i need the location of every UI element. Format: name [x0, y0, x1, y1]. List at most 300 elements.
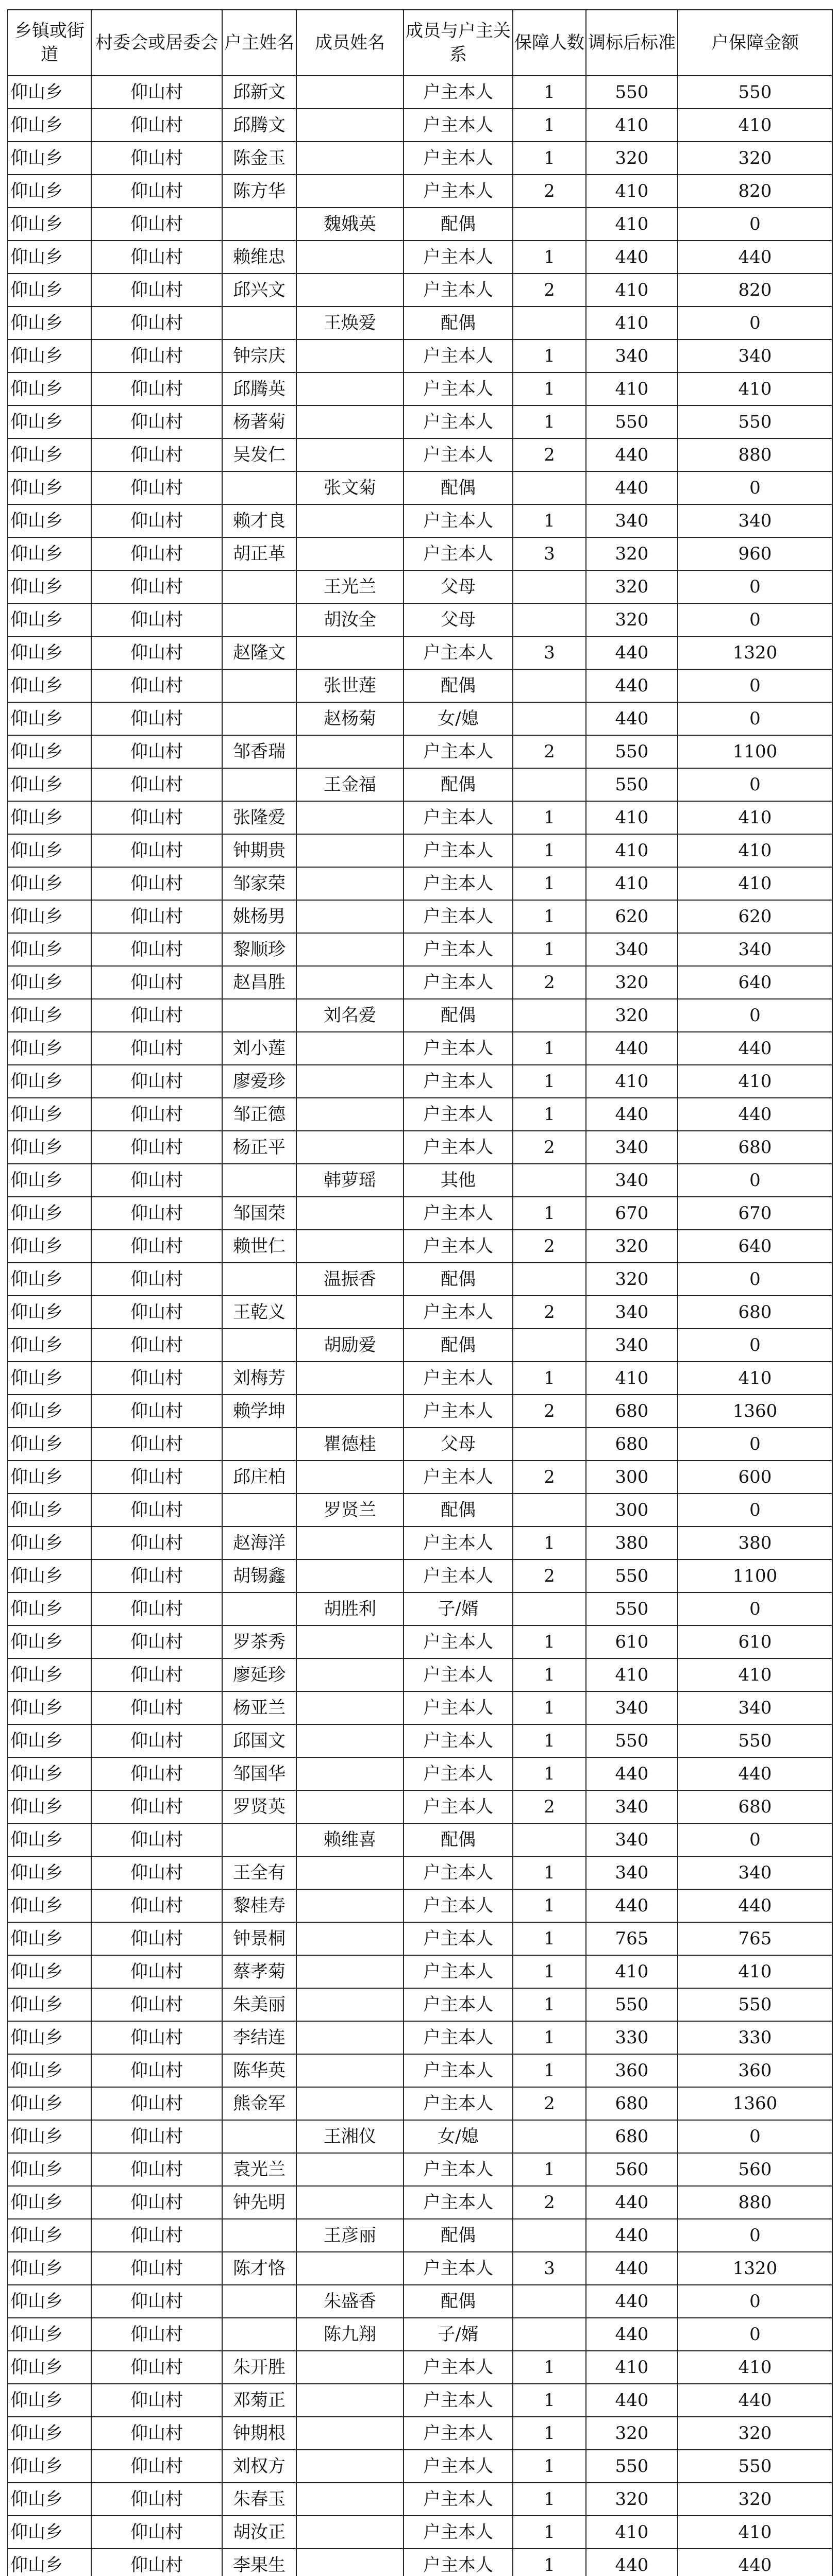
cell-covered-persons: 1: [513, 2450, 586, 2483]
cell-relationship: 户主本人: [404, 1757, 513, 1790]
cell-town: 仰山乡: [8, 1131, 91, 1164]
cell-household-amount: 0: [678, 1164, 832, 1197]
cell-town: 仰山乡: [8, 1098, 91, 1131]
cell-member-name: [296, 735, 404, 768]
cell-covered-persons: 2: [513, 1790, 586, 1823]
cell-relationship: 户主本人: [404, 1790, 513, 1823]
table-row: [8, 2219, 832, 2252]
cell-member-name: [296, 537, 404, 570]
cell-household-head: [222, 1494, 296, 1527]
cell-household-amount: 640: [678, 966, 832, 999]
cell-member-name: [296, 1625, 404, 1658]
cell-town: 仰山乡: [8, 1395, 91, 1428]
cell-covered-persons: [513, 471, 586, 504]
cell-covered-persons: 1: [513, 2516, 586, 2549]
cell-village: 仰山村: [91, 669, 222, 702]
cell-household-head: 王全有: [222, 1856, 296, 1889]
cell-town: 仰山乡: [8, 2318, 91, 2351]
cell-relationship: 户主本人: [404, 2483, 513, 2516]
cell-village: 仰山村: [91, 900, 222, 933]
cell-covered-persons: 1: [513, 1527, 586, 1560]
table-row: [8, 2087, 832, 2120]
cell-village: 仰山村: [91, 2087, 222, 2120]
cell-town: 仰山乡: [8, 669, 91, 702]
cell-adjusted-standard: 410: [586, 1658, 678, 1691]
cell-member-name: [296, 76, 404, 109]
cell-covered-persons: 3: [513, 537, 586, 570]
cell-covered-persons: 2: [513, 2087, 586, 2120]
cell-household-amount: 0: [678, 1329, 832, 1362]
cell-covered-persons: [513, 208, 586, 241]
cell-relationship: 户主本人: [404, 933, 513, 966]
cell-covered-persons: 1: [513, 2549, 586, 2576]
cell-town: 仰山乡: [8, 570, 91, 603]
cell-adjusted-standard: 550: [586, 1724, 678, 1757]
table-row: [8, 702, 832, 735]
cell-relationship: 配偶: [404, 768, 513, 801]
cell-household-head: [222, 1592, 296, 1625]
cell-household-head: 邹家荣: [222, 867, 296, 900]
cell-relationship: 户主本人: [404, 1296, 513, 1329]
cell-member-name: [296, 1065, 404, 1098]
cell-village: 仰山村: [91, 142, 222, 175]
cell-relationship: 户主本人: [404, 1032, 513, 1065]
table-row: [8, 2483, 832, 2516]
cell-relationship: 户主本人: [404, 1197, 513, 1230]
cell-town: 仰山乡: [8, 2549, 91, 2576]
cell-town: 仰山乡: [8, 1494, 91, 1527]
cell-relationship: 户主本人: [404, 1889, 513, 1922]
cell-covered-persons: 1: [513, 2021, 586, 2054]
cell-covered-persons: 1: [513, 1362, 586, 1395]
cell-adjusted-standard: 410: [586, 307, 678, 340]
cell-member-name: [296, 2417, 404, 2450]
cell-adjusted-standard: 550: [586, 405, 678, 438]
table-row: [8, 142, 832, 175]
cell-household-amount: 340: [678, 504, 832, 537]
cell-relationship: 户主本人: [404, 340, 513, 372]
cell-town: 仰山乡: [8, 768, 91, 801]
cell-village: 仰山村: [91, 2120, 222, 2153]
cell-household-head: 朱开胜: [222, 2351, 296, 2384]
cell-member-name: [296, 1757, 404, 1790]
cell-adjusted-standard: 340: [586, 1296, 678, 1329]
cell-household-amount: 1320: [678, 636, 832, 669]
cell-household-amount: 0: [678, 1494, 832, 1527]
cell-town: 仰山乡: [8, 1889, 91, 1922]
table-row: [8, 669, 832, 702]
cell-household-head: [222, 603, 296, 636]
cell-relationship: 户主本人: [404, 2087, 513, 2120]
cell-covered-persons: 1: [513, 1658, 586, 1691]
table-row: [8, 2153, 832, 2186]
cell-household-head: 赵隆文: [222, 636, 296, 669]
cell-household-head: [222, 2219, 296, 2252]
cell-household-amount: 670: [678, 1197, 832, 1230]
cell-household-head: 蔡孝菊: [222, 1955, 296, 1988]
cell-village: 仰山村: [91, 1527, 222, 1560]
cell-town: 仰山乡: [8, 208, 91, 241]
cell-household-head: 刘权方: [222, 2450, 296, 2483]
cell-village: 仰山村: [91, 768, 222, 801]
cell-adjusted-standard: 410: [586, 208, 678, 241]
cell-relationship: 户主本人: [404, 801, 513, 834]
cell-town: 仰山乡: [8, 1362, 91, 1395]
cell-member-name: [296, 801, 404, 834]
cell-town: 仰山乡: [8, 109, 91, 142]
cell-relationship: 户主本人: [404, 2252, 513, 2285]
cell-covered-persons: [513, 603, 586, 636]
cell-village: 仰山村: [91, 2483, 222, 2516]
cell-town: 仰山乡: [8, 801, 91, 834]
cell-relationship: 女/媳: [404, 702, 513, 735]
table-row: [8, 1757, 832, 1790]
cell-covered-persons: 1: [513, 241, 586, 274]
cell-town: 仰山乡: [8, 1296, 91, 1329]
cell-adjusted-standard: 410: [586, 834, 678, 867]
cell-covered-persons: 1: [513, 372, 586, 405]
table-row: [8, 900, 832, 933]
cell-covered-persons: 2: [513, 1395, 586, 1428]
table-row: [8, 867, 832, 900]
cell-covered-persons: [513, 999, 586, 1032]
cell-adjusted-standard: 440: [586, 471, 678, 504]
cell-household-head: [222, 1164, 296, 1197]
cell-household-head: 赖学坤: [222, 1395, 296, 1428]
cell-adjusted-standard: 550: [586, 76, 678, 109]
table-row: [8, 1494, 832, 1527]
cell-town: 仰山乡: [8, 2450, 91, 2483]
cell-member-name: [296, 2252, 404, 2285]
cell-covered-persons: 1: [513, 900, 586, 933]
table-row: [8, 1164, 832, 1197]
cell-adjusted-standard: 560: [586, 2153, 678, 2186]
cell-relationship: 户主本人: [404, 1560, 513, 1592]
cell-relationship: 户主本人: [404, 834, 513, 867]
cell-household-amount: 0: [678, 2318, 832, 2351]
cell-relationship: 户主本人: [404, 867, 513, 900]
cell-household-head: 邱庄柏: [222, 1461, 296, 1494]
cell-covered-persons: [513, 1823, 586, 1856]
cell-household-amount: 550: [678, 1988, 832, 2021]
table-row: [8, 1724, 832, 1757]
cell-household-head: 陈金玉: [222, 142, 296, 175]
cell-town: 仰山乡: [8, 1922, 91, 1955]
cell-town: 仰山乡: [8, 1757, 91, 1790]
cell-town: 仰山乡: [8, 175, 91, 208]
cell-town: 仰山乡: [8, 1164, 91, 1197]
cell-relationship: 户主本人: [404, 2021, 513, 2054]
cell-member-name: 赵杨菊: [296, 702, 404, 735]
cell-member-name: [296, 1691, 404, 1724]
table-row: [8, 735, 832, 768]
cell-covered-persons: 1: [513, 1197, 586, 1230]
cell-adjusted-standard: 440: [586, 438, 678, 471]
cell-town: 仰山乡: [8, 2120, 91, 2153]
cell-covered-persons: [513, 1592, 586, 1625]
cell-town: 仰山乡: [8, 537, 91, 570]
header-household-head: 户主姓名: [222, 10, 296, 76]
cell-relationship: 户主本人: [404, 1461, 513, 1494]
cell-village: 仰山村: [91, 2516, 222, 2549]
cell-covered-persons: [513, 1428, 586, 1461]
cell-household-amount: 610: [678, 1625, 832, 1658]
cell-covered-persons: 2: [513, 1461, 586, 1494]
cell-relationship: 户主本人: [404, 1395, 513, 1428]
cell-relationship: 户主本人: [404, 1131, 513, 1164]
cell-town: 仰山乡: [8, 2186, 91, 2219]
cell-household-amount: 1100: [678, 1560, 832, 1592]
cell-adjusted-standard: 340: [586, 1823, 678, 1856]
cell-household-amount: 1100: [678, 735, 832, 768]
cell-household-head: 陈华英: [222, 2054, 296, 2087]
cell-covered-persons: [513, 1329, 586, 1362]
cell-relationship: 配偶: [404, 471, 513, 504]
cell-member-name: [296, 2351, 404, 2384]
cell-adjusted-standard: 320: [586, 603, 678, 636]
cell-village: 仰山村: [91, 2186, 222, 2219]
cell-relationship: 户主本人: [404, 1098, 513, 1131]
header-adjusted-standard: 调标后标准: [586, 10, 678, 76]
cell-adjusted-standard: 410: [586, 1065, 678, 1098]
cell-relationship: 户主本人: [404, 1988, 513, 2021]
cell-town: 仰山乡: [8, 636, 91, 669]
cell-adjusted-standard: 380: [586, 1527, 678, 1560]
cell-relationship: 户主本人: [404, 142, 513, 175]
cell-village: 仰山村: [91, 2450, 222, 2483]
cell-relationship: 父母: [404, 603, 513, 636]
cell-relationship: 配偶: [404, 999, 513, 1032]
cell-household-amount: 0: [678, 1823, 832, 1856]
cell-household-head: 杨正平: [222, 1131, 296, 1164]
cell-adjusted-standard: 440: [586, 2186, 678, 2219]
cell-member-name: [296, 2021, 404, 2054]
cell-covered-persons: 1: [513, 2153, 586, 2186]
cell-village: 仰山村: [91, 1823, 222, 1856]
cell-household-head: 黎桂寿: [222, 1889, 296, 1922]
table-row: [8, 1131, 832, 1164]
cell-covered-persons: 1: [513, 2483, 586, 2516]
cell-adjusted-standard: 320: [586, 1230, 678, 1263]
cell-member-name: [296, 2483, 404, 2516]
cell-household-head: [222, 768, 296, 801]
header-member-name: 成员姓名: [296, 10, 404, 76]
cell-adjusted-standard: 440: [586, 1757, 678, 1790]
table-row: [8, 1527, 832, 1560]
cell-household-head: [222, 702, 296, 735]
cell-town: 仰山乡: [8, 438, 91, 471]
cell-household-amount: 410: [678, 834, 832, 867]
cell-household-head: 李果生: [222, 2549, 296, 2576]
cell-village: 仰山村: [91, 1625, 222, 1658]
cell-village: 仰山村: [91, 2384, 222, 2417]
cell-town: 仰山乡: [8, 1823, 91, 1856]
cell-village: 仰山村: [91, 537, 222, 570]
table-row: [8, 2186, 832, 2219]
cell-household-amount: 330: [678, 2021, 832, 2054]
cell-household-amount: 340: [678, 340, 832, 372]
cell-household-amount: 820: [678, 175, 832, 208]
cell-relationship: 配偶: [404, 1494, 513, 1527]
cell-adjusted-standard: 440: [586, 2285, 678, 2318]
cell-village: 仰山村: [91, 241, 222, 274]
cell-household-amount: 550: [678, 76, 832, 109]
cell-household-head: 钟宗庆: [222, 340, 296, 372]
cell-household-amount: 0: [678, 669, 832, 702]
cell-member-name: 王湘仪: [296, 2120, 404, 2153]
cell-household-amount: 0: [678, 570, 832, 603]
cell-household-amount: 0: [678, 208, 832, 241]
cell-household-amount: 440: [678, 1098, 832, 1131]
cell-town: 仰山乡: [8, 1724, 91, 1757]
cell-town: 仰山乡: [8, 1527, 91, 1560]
cell-relationship: 女/媳: [404, 2120, 513, 2153]
cell-relationship: 户主本人: [404, 2054, 513, 2087]
table-row: [8, 1428, 832, 1461]
table-row: [8, 274, 832, 307]
table-row: [8, 405, 832, 438]
cell-adjusted-standard: 410: [586, 175, 678, 208]
cell-adjusted-standard: 550: [586, 1592, 678, 1625]
cell-relationship: 户主本人: [404, 405, 513, 438]
cell-household-amount: 550: [678, 2450, 832, 2483]
cell-adjusted-standard: 440: [586, 669, 678, 702]
cell-household-head: [222, 669, 296, 702]
cell-household-head: 邹正德: [222, 1098, 296, 1131]
cell-relationship: 户主本人: [404, 1625, 513, 1658]
cell-village: 仰山村: [91, 1955, 222, 1988]
cell-member-name: 王彦丽: [296, 2219, 404, 2252]
cell-household-amount: 440: [678, 1032, 832, 1065]
cell-covered-persons: 2: [513, 274, 586, 307]
cell-village: 仰山村: [91, 438, 222, 471]
table-row: [8, 2021, 832, 2054]
cell-household-amount: 1360: [678, 1395, 832, 1428]
header-row: [8, 10, 832, 76]
table-row: [8, 570, 832, 603]
cell-relationship: 户主本人: [404, 966, 513, 999]
cell-household-amount: 410: [678, 867, 832, 900]
cell-member-name: 温振香: [296, 1263, 404, 1296]
cell-town: 仰山乡: [8, 340, 91, 372]
cell-relationship: 户主本人: [404, 241, 513, 274]
cell-household-amount: 680: [678, 1790, 832, 1823]
cell-member-name: [296, 933, 404, 966]
cell-village: 仰山村: [91, 1329, 222, 1362]
table-row: [8, 1790, 832, 1823]
cell-town: 仰山乡: [8, 1065, 91, 1098]
cell-household-head: 邱新文: [222, 76, 296, 109]
cell-household-amount: 0: [678, 1263, 832, 1296]
cell-household-head: 钟先明: [222, 2186, 296, 2219]
cell-town: 仰山乡: [8, 471, 91, 504]
cell-member-name: [296, 1790, 404, 1823]
cell-household-head: [222, 471, 296, 504]
cell-household-amount: 820: [678, 274, 832, 307]
cell-village: 仰山村: [91, 1065, 222, 1098]
cell-town: 仰山乡: [8, 1197, 91, 1230]
cell-village: 仰山村: [91, 274, 222, 307]
cell-member-name: [296, 1131, 404, 1164]
cell-adjusted-standard: 550: [586, 1988, 678, 2021]
cell-household-head: 张隆爱: [222, 801, 296, 834]
table-row: [8, 1461, 832, 1494]
cell-village: 仰山村: [91, 1461, 222, 1494]
header-covered-persons: 保障人数: [513, 10, 586, 76]
cell-adjusted-standard: 340: [586, 504, 678, 537]
cell-town: 仰山乡: [8, 702, 91, 735]
cell-village: 仰山村: [91, 735, 222, 768]
cell-relationship: 子/婿: [404, 2318, 513, 2351]
cell-relationship: 户主本人: [404, 2153, 513, 2186]
cell-member-name: 瞿德桂: [296, 1428, 404, 1461]
cell-adjusted-standard: 765: [586, 1922, 678, 1955]
cell-household-head: 朱美丽: [222, 1988, 296, 2021]
cell-village: 仰山村: [91, 1395, 222, 1428]
cell-covered-persons: [513, 1263, 586, 1296]
cell-household-head: [222, 2285, 296, 2318]
cell-covered-persons: 1: [513, 142, 586, 175]
cell-member-name: [296, 1197, 404, 1230]
cell-household-head: [222, 999, 296, 1032]
cell-covered-persons: [513, 2120, 586, 2153]
cell-covered-persons: 1: [513, 1098, 586, 1131]
cell-relationship: 户主本人: [404, 438, 513, 471]
table-row: [8, 1395, 832, 1428]
cell-adjusted-standard: 360: [586, 2054, 678, 2087]
cell-adjusted-standard: 340: [586, 1691, 678, 1724]
cell-household-amount: 320: [678, 142, 832, 175]
cell-adjusted-standard: 410: [586, 372, 678, 405]
cell-relationship: 配偶: [404, 1329, 513, 1362]
cell-household-head: 杨亚兰: [222, 1691, 296, 1724]
cell-adjusted-standard: 550: [586, 2450, 678, 2483]
cell-member-name: 张世莲: [296, 669, 404, 702]
cell-household-head: [222, 1329, 296, 1362]
cell-village: 仰山村: [91, 1691, 222, 1724]
cell-household-head: 赖维忠: [222, 241, 296, 274]
cell-town: 仰山乡: [8, 405, 91, 438]
cell-household-head: [222, 307, 296, 340]
cell-adjusted-standard: 320: [586, 2483, 678, 2516]
cell-town: 仰山乡: [8, 603, 91, 636]
cell-household-amount: 680: [678, 1131, 832, 1164]
cell-member-name: 罗贤兰: [296, 1494, 404, 1527]
cell-relationship: 户主本人: [404, 2186, 513, 2219]
cell-household-head: 陈方华: [222, 175, 296, 208]
table-row: [8, 2252, 832, 2285]
table-row: [8, 2054, 832, 2087]
cell-adjusted-standard: 440: [586, 241, 678, 274]
cell-household-amount: 0: [678, 2120, 832, 2153]
cell-household-amount: 0: [678, 471, 832, 504]
cell-town: 仰山乡: [8, 1988, 91, 2021]
cell-relationship: 户主本人: [404, 2450, 513, 2483]
cell-household-head: 钟期根: [222, 2417, 296, 2450]
cell-member-name: [296, 274, 404, 307]
cell-household-head: 邱兴文: [222, 274, 296, 307]
cell-adjusted-standard: 340: [586, 1131, 678, 1164]
relief-roster-table: [7, 9, 833, 2576]
table-row: [8, 2318, 832, 2351]
table-row: [8, 175, 832, 208]
cell-village: 仰山村: [91, 933, 222, 966]
table-row: [8, 1823, 832, 1856]
cell-household-head: [222, 208, 296, 241]
cell-village: 仰山村: [91, 2021, 222, 2054]
cell-town: 仰山乡: [8, 1691, 91, 1724]
cell-member-name: 刘名爱: [296, 999, 404, 1032]
